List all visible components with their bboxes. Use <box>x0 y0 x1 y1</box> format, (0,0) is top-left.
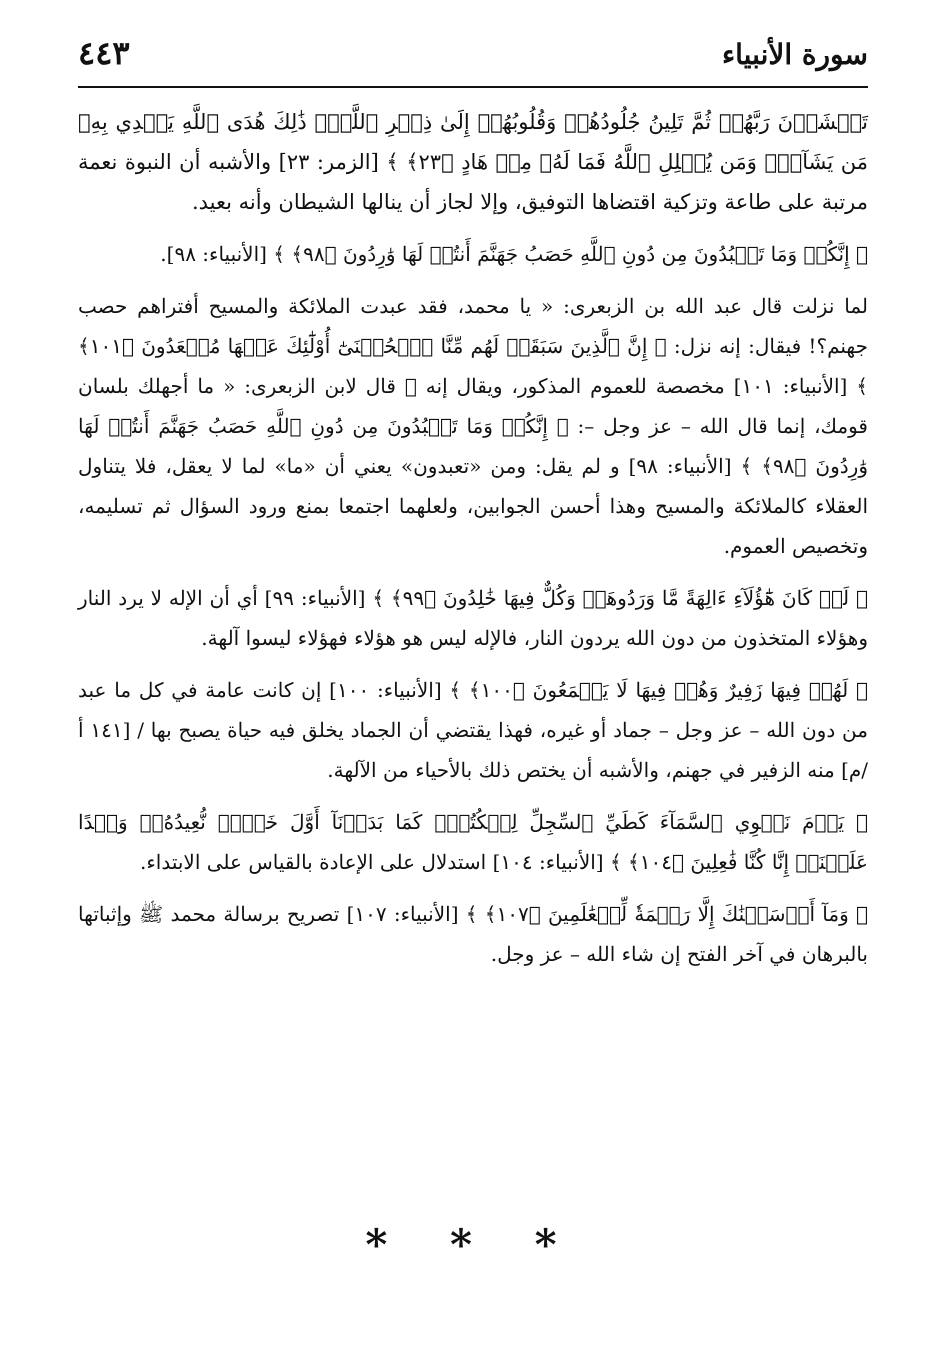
paragraph-3: لما نزلت قال عبد الله بن الزبعرى: « يا محمد، فقد عبدت الملائكة والمسيح أفتراهم حصب جهنم؟! فيقال: إنه نزل: ﴿ إِنَّ ٱلَّذِينَ سَبَقَتۡ لَهُم مِّنَّا ٱلۡحُسۡنَىٰٓ أُوْلَٰٓئِكَ عَنۡهَا مُبۡعَدُونَ ﴿١٠١﴾ ﴾ [الأنبياء: ١٠١] مخصصة للعموم المذكور، ويقال إنه ﷺ قال لابن الزبعرى: « ما أجهلك بلسان قومك، إنما قال الله – عز وجل –: ﴿ إِنَّكُمۡ وَمَا تَعۡبُدُونَ مِن دُونِ ٱللَّهِ حَصَبُ جَهَنَّمَ أَنتُمۡ لَهَا وَٰرِدُونَ ﴿٩٨﴾ ﴾ [الأنبياء: ٩٨] و لم يقل: ومن «تعبدون» يعني أن «ما» لما لا يعقل، فلا يتناول العقلاء كالملائكة والمسيح وهذا أحسن الجوابين، ولعلهما اجتمعا بمنع ورود السؤال ثم تسليمه، وتخصيص العموم. <box>78 294 869 558</box>
surah-title: سورة الأنبياء <box>721 38 868 71</box>
paragraph-5: ﴿ لَهُمۡ فِيهَا زَفِيرٌ وَهُمۡ فِيهَا لَا يَسۡمَعُونَ ﴿١٠٠﴾ ﴾ [الأنبياء: ١٠٠] إن كانت عامة في كل ما عبد من دون الله – عز وجل – جماد أو غيره، فهذا يقتضي أن الجماد يخلق فيه حياة يصبح بها / [١٤١ أ /م] منه الزفير في جهنم، والأشبه أن يختص ذلك بالأحياء من الآلهة. <box>78 678 868 782</box>
document-page <box>78 30 868 1330</box>
section-separator: * * * <box>365 1220 581 1269</box>
paragraph-4: ﴿ لَوۡ كَانَ هَٰٓؤُلَآءِ ءَالِهَةً مَّا وَرَدُوهَاۖ وَكُلٌّ فِيهَا خَٰلِدُونَ ﴿٩٩﴾ ﴾ [الأنبياء: ٩٩] أي أن الإله لا يرد النار وهؤلاء المتخذون من دون الله يردون النار، فالإله ليس هو هؤلاء فهؤلاء ليسوا آلهة. <box>78 586 869 650</box>
page-header <box>78 30 868 88</box>
page-number: ٤٤٣ <box>78 34 130 72</box>
paragraph-1: تَخۡشَوۡنَ رَبَّهُمۡ ثُمَّ تَلِينُ جُلُودُهُمۡ وَقُلُوبُهُمۡ إِلَىٰ ذِكۡرِ ٱللَّهِۚ ذَٰلِكَ هُدَى ٱللَّهِ يَهۡدِي بِهِۦ مَن يَشَآءُۚ وَمَن يُضۡلِلِ ٱللَّهُ فَمَا لَهُۥ مِنۡ هَادٍ ﴿٢٣﴾ ﴾ [الزمر: ٢٣] والأشبه أن النبوة نعمة مرتبة على طاعة وتزكية اقتضاها التوفيق، وإلا لجاز أن ينالها الشيطان وأنه بعيد. <box>78 110 868 214</box>
body-text <box>78 102 868 986</box>
paragraph-7: ﴿ وَمَآ أَرۡسَلۡنَٰكَ إِلَّا رَحۡمَةٗ لِّلۡعَٰلَمِينَ ﴿١٠٧﴾ ﴾ [الأنبياء: ١٠٧] تصريح برسالة محمد ﷺ وإثباتها بالبرهان في آخر الفتح إن شاء الله – عز وجل. <box>78 902 868 966</box>
paragraph-6: ﴿ يَوۡمَ نَطۡوِي ٱلسَّمَآءَ كَطَيِّ ٱلسِّجِلِّ لِلۡكُتُبِۚ كَمَا بَدَأۡنَآ أَوَّلَ خَلۡقٖ نُّعِيدُهُۥۚ وَعۡدًا عَلَيۡنَآۚ إِنَّا كُنَّا فَٰعِلِينَ ﴿١٠٤﴾ ﴾ [الأنبياء: ١٠٤] استدلال على الإعادة بالقياس على الابتداء. <box>78 810 868 874</box>
paragraph-2: ﴿ إِنَّكُمۡ وَمَا تَعۡبُدُونَ مِن دُونِ ٱللَّهِ حَصَبُ جَهَنَّمَ أَنتُمۡ لَهَا وَٰرِدُونَ ﴿٩٨﴾ ﴾ [الأنبياء: ٩٨]. <box>160 242 868 266</box>
